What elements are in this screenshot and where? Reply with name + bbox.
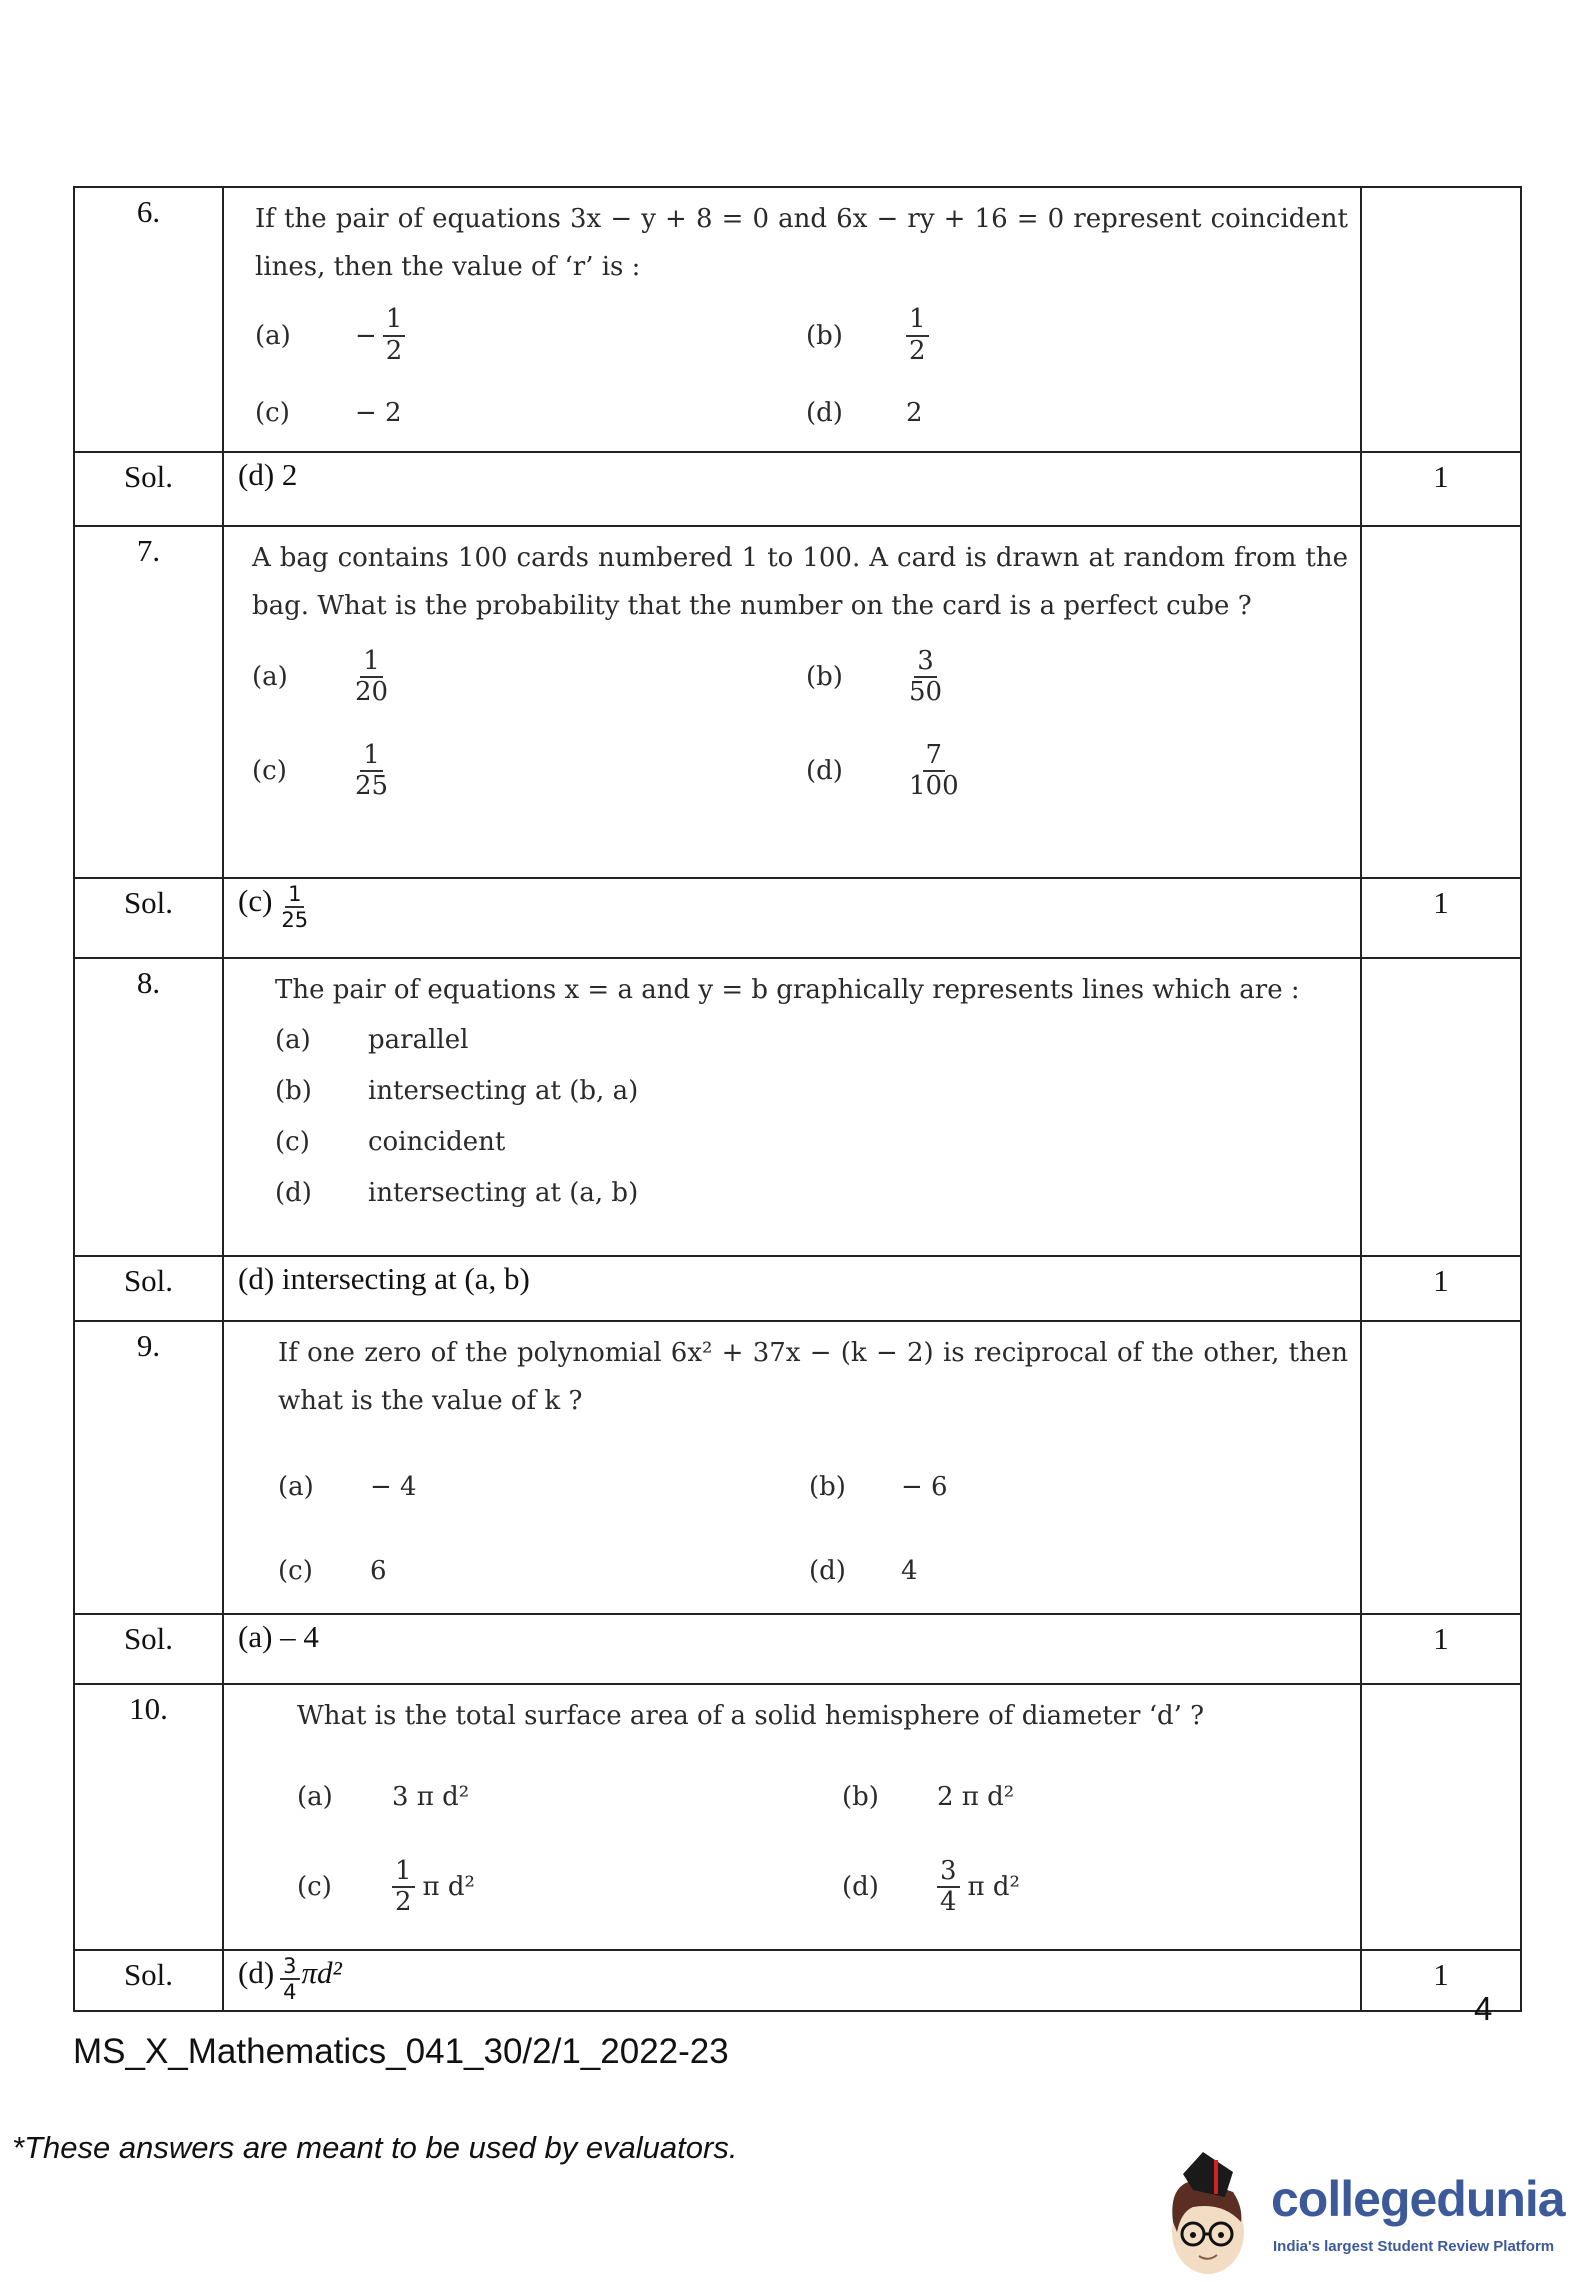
solution-cell xyxy=(223,878,1361,958)
fraction-numerator: 3 xyxy=(914,648,937,678)
logo-tagline: India's largest Student Review Platform xyxy=(1273,2238,1555,2255)
options-list xyxy=(224,1014,1360,1218)
option-label: (d) xyxy=(275,1177,312,1208)
fraction-numerator: 1 xyxy=(285,883,304,908)
question-row xyxy=(74,1321,1521,1614)
option-label: (c) xyxy=(252,756,287,786)
option xyxy=(297,1752,842,1842)
option-label: (b) xyxy=(275,1075,312,1106)
fraction xyxy=(392,1855,415,1917)
fraction-numerator: 3 xyxy=(280,1955,299,1980)
fraction xyxy=(937,1855,960,1917)
option xyxy=(252,724,806,818)
question-text: If the pair of equations 3x − y + 8 = 0 and 6x − ry + 16 = 0 represent coincident lines, then the value of ‘r’ is : xyxy=(255,204,1348,282)
option xyxy=(275,1167,1360,1218)
fraction-denominator: 2 xyxy=(909,335,926,366)
option-label: (d) xyxy=(842,1872,879,1902)
option xyxy=(809,1529,1360,1613)
option-label: (c) xyxy=(275,1126,310,1157)
solution-text: (d) 2 xyxy=(238,457,298,492)
option xyxy=(275,1014,1360,1065)
option-label: (c) xyxy=(297,1872,332,1902)
solution-answer xyxy=(224,1951,1360,2003)
option xyxy=(275,1065,1360,1116)
solution-row xyxy=(74,1614,1521,1684)
option-value: − 6 xyxy=(901,1472,948,1502)
fraction-denominator: 25 xyxy=(281,908,309,933)
page-number: 4 xyxy=(1474,1990,1493,2027)
solution-answer xyxy=(224,1257,1360,1297)
fraction xyxy=(352,739,391,801)
option xyxy=(842,1752,1360,1842)
question-text: If one zero of the polynomial 6x² + 37x − (k − 2) is reciprocal of the other, then what is the value of k ? xyxy=(278,1338,1348,1416)
question-row xyxy=(74,187,1521,452)
solution-text: (a) – 4 xyxy=(238,1619,319,1654)
fraction-denominator: 50 xyxy=(909,677,943,707)
option xyxy=(255,374,806,451)
option xyxy=(842,1842,1360,1932)
option xyxy=(255,297,806,374)
fraction xyxy=(278,883,311,931)
solution-answer xyxy=(224,879,1360,931)
question-number: 9. xyxy=(74,1321,223,1614)
options-list xyxy=(224,1752,1360,1932)
solution-cell xyxy=(223,1950,1361,2011)
option-label: (b) xyxy=(806,662,843,692)
question-number: 7. xyxy=(74,526,223,878)
fraction-numerator: 1 xyxy=(906,306,929,336)
collegedunia-logo xyxy=(1163,2152,1571,2277)
solution-row xyxy=(74,878,1521,958)
option xyxy=(278,1445,809,1529)
solution-suffix: πd² xyxy=(301,1955,342,1990)
fraction xyxy=(280,1955,299,2003)
option-label: (a) xyxy=(297,1782,333,1812)
question-row xyxy=(74,526,1521,878)
marks-cell xyxy=(1361,958,1521,1256)
option xyxy=(809,1445,1360,1529)
question-cell xyxy=(223,526,1361,878)
solution-row xyxy=(74,1256,1521,1321)
option-label: (d) xyxy=(806,397,843,428)
option-label: (a) xyxy=(278,1472,314,1502)
solution-marks: 1 xyxy=(1361,1256,1521,1321)
option xyxy=(278,1529,809,1613)
option-label: (c) xyxy=(255,397,290,428)
option-suffix: π d² xyxy=(422,1872,475,1902)
solution-cell xyxy=(223,452,1361,526)
options-list xyxy=(224,1445,1360,1613)
option xyxy=(275,1116,1360,1167)
option-label: (d) xyxy=(806,756,843,786)
solution-marks: 1 xyxy=(1361,878,1521,958)
question-number: 8. xyxy=(74,958,223,1256)
fraction-denominator: 25 xyxy=(355,771,389,801)
question-cell xyxy=(223,187,1361,452)
fraction-denominator: 4 xyxy=(940,1887,957,1917)
solution-text: (c) xyxy=(238,883,273,918)
option xyxy=(252,630,806,724)
option-value: intersecting at (b, a) xyxy=(368,1075,639,1106)
fraction-numerator: 1 xyxy=(360,742,383,772)
solution-answer xyxy=(224,1615,1360,1655)
question-text: What is the total surface area of a solid hemisphere of diameter ‘d’ ? xyxy=(297,1701,1205,1731)
evaluator-note: *These answers are meant to be used by evaluators. xyxy=(12,2130,738,2165)
option-suffix: π d² xyxy=(967,1872,1020,1902)
solution-row xyxy=(74,1950,1521,2011)
logo-name: collegedunia xyxy=(1271,2171,1565,2227)
option xyxy=(806,374,1360,451)
fraction-numerator: 1 xyxy=(383,306,406,336)
question-text: A bag contains 100 cards numbered 1 to 100. A card is drawn at random from the bag. What is the probability that the number on the card is a perfect cube ? xyxy=(252,543,1348,621)
option-value: 2 π d² xyxy=(937,1782,1015,1812)
fraction-denominator: 100 xyxy=(909,771,959,801)
options-list xyxy=(224,630,1360,818)
option-label: (b) xyxy=(806,320,843,351)
solution-answer xyxy=(224,453,1360,493)
fraction-numerator: 1 xyxy=(392,1858,415,1888)
solution-row xyxy=(74,452,1521,526)
fraction xyxy=(906,739,962,801)
solution-cell xyxy=(223,1256,1361,1321)
marks-cell xyxy=(1361,526,1521,878)
option-label: (c) xyxy=(278,1556,313,1586)
option-value: 2 xyxy=(906,397,923,428)
solution-cell xyxy=(223,1614,1361,1684)
option-label: (a) xyxy=(275,1024,311,1055)
option-value: intersecting at (a, b) xyxy=(368,1177,639,1208)
negative-sign: − xyxy=(355,320,377,351)
fraction-denominator: 2 xyxy=(395,1887,412,1917)
option xyxy=(806,630,1360,724)
fraction-numerator: 1 xyxy=(360,648,383,678)
option xyxy=(297,1842,842,1932)
marks-cell xyxy=(1361,1321,1521,1614)
solution-marks: 1 xyxy=(1361,1614,1521,1684)
question-cell xyxy=(223,1684,1361,1950)
question-row xyxy=(74,1684,1521,1950)
solution-label: Sol. xyxy=(74,878,223,958)
fraction-numerator: 7 xyxy=(923,742,946,772)
fraction-numerator: 3 xyxy=(937,1858,960,1888)
option-value: − 2 xyxy=(355,397,402,428)
option-value: − 4 xyxy=(370,1472,417,1502)
options-list xyxy=(224,297,1360,451)
question-row xyxy=(74,958,1521,1256)
marks-cell xyxy=(1361,187,1521,452)
solution-text: (d) intersecting at (a, b) xyxy=(238,1261,530,1296)
option-value: coincident xyxy=(368,1126,506,1157)
option-label: (a) xyxy=(252,662,288,692)
mascot-icon xyxy=(1163,2152,1268,2277)
marking-scheme-table xyxy=(73,186,1522,2012)
option-label: (b) xyxy=(809,1472,846,1502)
fraction-denominator: 2 xyxy=(385,335,403,366)
fraction xyxy=(906,306,929,365)
solution-label: Sol. xyxy=(74,1614,223,1684)
fraction xyxy=(383,306,406,365)
solution-label: Sol. xyxy=(74,1950,223,2011)
option-value: 3 π d² xyxy=(392,1782,470,1812)
option-label: (b) xyxy=(842,1782,879,1812)
option xyxy=(806,297,1360,374)
option-value: parallel xyxy=(368,1024,469,1055)
solution-label: Sol. xyxy=(74,1256,223,1321)
fraction xyxy=(906,645,945,707)
question-cell xyxy=(223,1321,1361,1614)
option-value: 4 xyxy=(901,1556,918,1586)
marks-cell xyxy=(1361,1684,1521,1950)
question-number: 10. xyxy=(74,1684,223,1950)
solution-marks: 1 xyxy=(1361,452,1521,526)
solution-text: (d) xyxy=(238,1955,275,1990)
solution-label: Sol. xyxy=(74,452,223,526)
question-text: The pair of equations x = a and y = b graphically represents lines which are : xyxy=(275,975,1300,1005)
option xyxy=(806,724,1360,818)
solution-marks: 1 xyxy=(1361,1950,1521,2011)
option-value: 6 xyxy=(370,1556,387,1586)
fraction-denominator: 4 xyxy=(283,1980,297,2005)
document-code: MS_X_Mathematics_041_30/2/1_2022-23 xyxy=(73,2032,729,2071)
question-number: 6. xyxy=(74,187,223,452)
question-cell xyxy=(223,958,1361,1256)
fraction-denominator: 20 xyxy=(355,677,389,707)
option-label: (d) xyxy=(809,1556,846,1586)
option-label: (a) xyxy=(255,320,291,351)
fraction xyxy=(352,645,391,707)
